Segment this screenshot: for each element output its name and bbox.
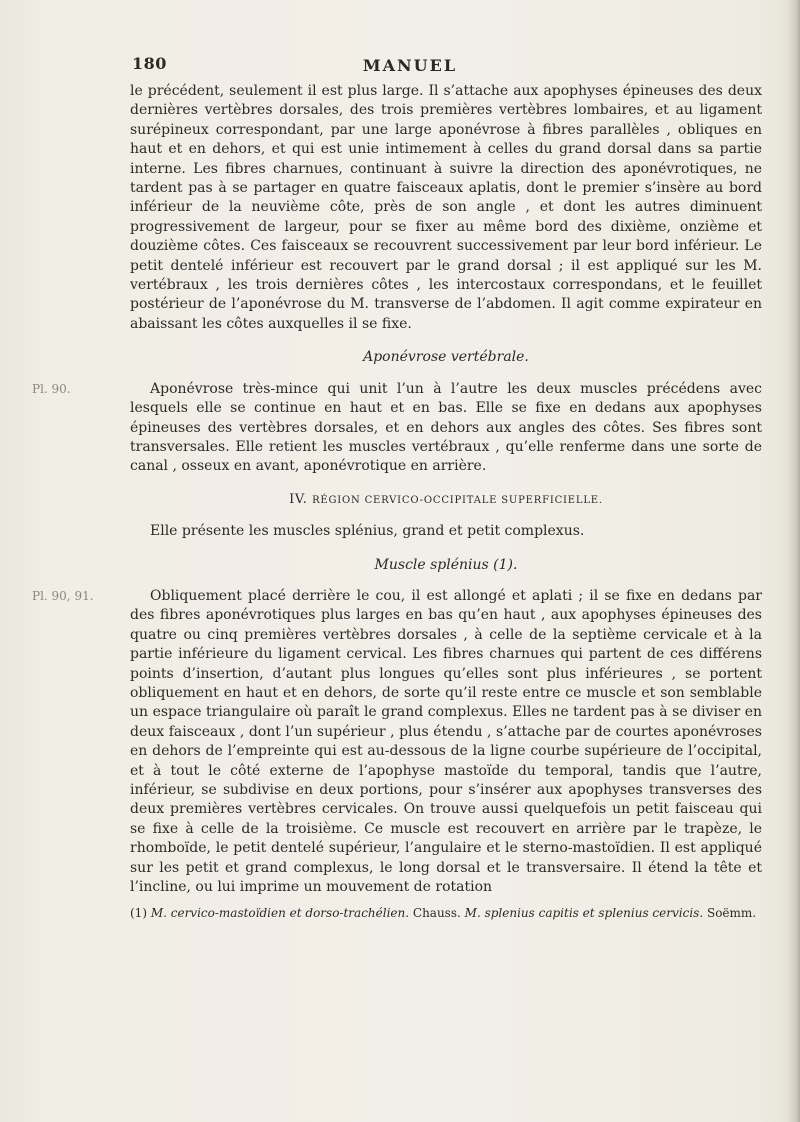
paragraph-2-block [32,380,762,477]
heading-splenius: Muscle splénius (1). [374,556,518,573]
paragraph-4: Obliquement placé derrière le cou, il est allongé et aplati ; il se fixe en dedans par des fibres aponévrotiques plus larges en bas qu’en haut , aux apophyses épineuses des quatre ou cinq premières vertèbres dorsales , à celle de la septième cervicale et à la partie inférieure du ligament cervical. Les fibres charnues qui partent de ces différens points d’insertion, d’autant plus longues qu’elles sont plus inférieures , se portent obliquement en haut et en dehors, de sorte qu’il reste entre ce muscle et son semblable un espace triangulaire où paraît le grand complexus. Elles ne tardent pas à se diviser en deux faisceaux , dont l’un supérieur , plus étendu , s’attache par de courtes aponévroses en dehors de l’empreinte qui est au-dessous de la ligne courbe supérieure de l’occipital, et à tout le côté externe de l’apophyse mastoïde du temporal, tandis que l’autre, inférieur, se subdivise en deux portions, pour s’insérer aux apophyses transverses des deux premières vertèbres cervicales. On trouve aussi quelquefois un petit faisceau qui se fixe à celle de la troisième. Ce muscle est recouvert en arrière par le trapèze, le rhomboïde, le petit dentelé supérieur, l’angulaire et le sterno-mastoïdien. Il est appliqué sur les petit et grand complexus, le long dorsal et le transversaire. Il étend la tête et l’incline, ou lui imprime un mouvement de rotation [130,587,762,896]
body-text [32,82,762,921]
heading-region-text: RÉGION CERVICO-OCCIPITALE SUPERFICIELLE. [312,494,603,506]
margin-note-plate-90-91: Pl. 90, 91. [32,588,94,603]
paragraph-3: Elle présente les muscles splénius, grand et petit complexus. [150,523,585,540]
paragraph-4-block [32,587,762,898]
footnote-part-3: M. splenius capitis et splenius cervicis. [464,906,704,921]
page-header [0,54,800,78]
heading-region-number: IV. [289,491,308,507]
footnote-marker: (1) [130,906,147,921]
margin-note-plate-90: Pl. 90. [32,381,71,396]
footnote-part-1: M. cervico-mastoïdien et dorso-trachélien. [150,906,410,921]
paragraph-1: le précédent, seulement il est plus large. Il s’attache aux apophyses épineuses des deux dernières vertèbres dorsales, des trois premières vertèbres lombaires, et au ligament surépineux correspondant, par une large aponévrose à fibres parallèles , obliques en haut et en dehors, et qui est unie intimement à celles du grand dorsal dans sa partie interne. Les fibres charnues, continuant à suivre la direction des aponévrotiques, ne tardent pas à se partager en quatre faisceaux aplatis, dont le premier s’insère au bord inférieur de la neuvième côte, près de son angle , et dont les autres diminuent progressivement de largeur, pour se fixer au même bord des dixième, onzième et douzième côtes. Ces faisceaux se recouvrent successivement par leur bord inférieur. Le petit dentelé inférieur est recouvert par le grand dorsal ; il est appliqué sur les M. vertébraux , les trois dernières côtes , les intercostaux correspondans, et le feuillet postérieur de l’aponévrose du M. transverse de l’abdomen. Il agit comme expirateur en abaissant les côtes auxquelles il se fixe. [130,83,762,332]
page-number: 180 [132,54,167,73]
running-title: MANUEL [362,56,458,75]
heading-region [130,490,762,510]
footnote-part-4: Soëmm. [706,906,757,921]
heading-aponevrose: Aponévrose vertébrale. [363,349,529,366]
page-edge-shadow [786,0,800,1122]
footnote [130,905,762,921]
paragraph-2: Aponévrose très-mince qui unit l’un à l’autre les deux muscles précédens avec lesquels elle se continue en haut et en bas. Elle se fixe en dedans aux apophyses épineuses des vertèbres dorsales, et en dehors aux angles des côtes. Ses fibres sont transversales. Elle retient les muscles vertébraux , qu’elle renferme dans une sorte de canal , osseux en avant, aponévrotique en arrière. [130,380,762,475]
footnote-part-2: Chauss. [412,906,461,921]
